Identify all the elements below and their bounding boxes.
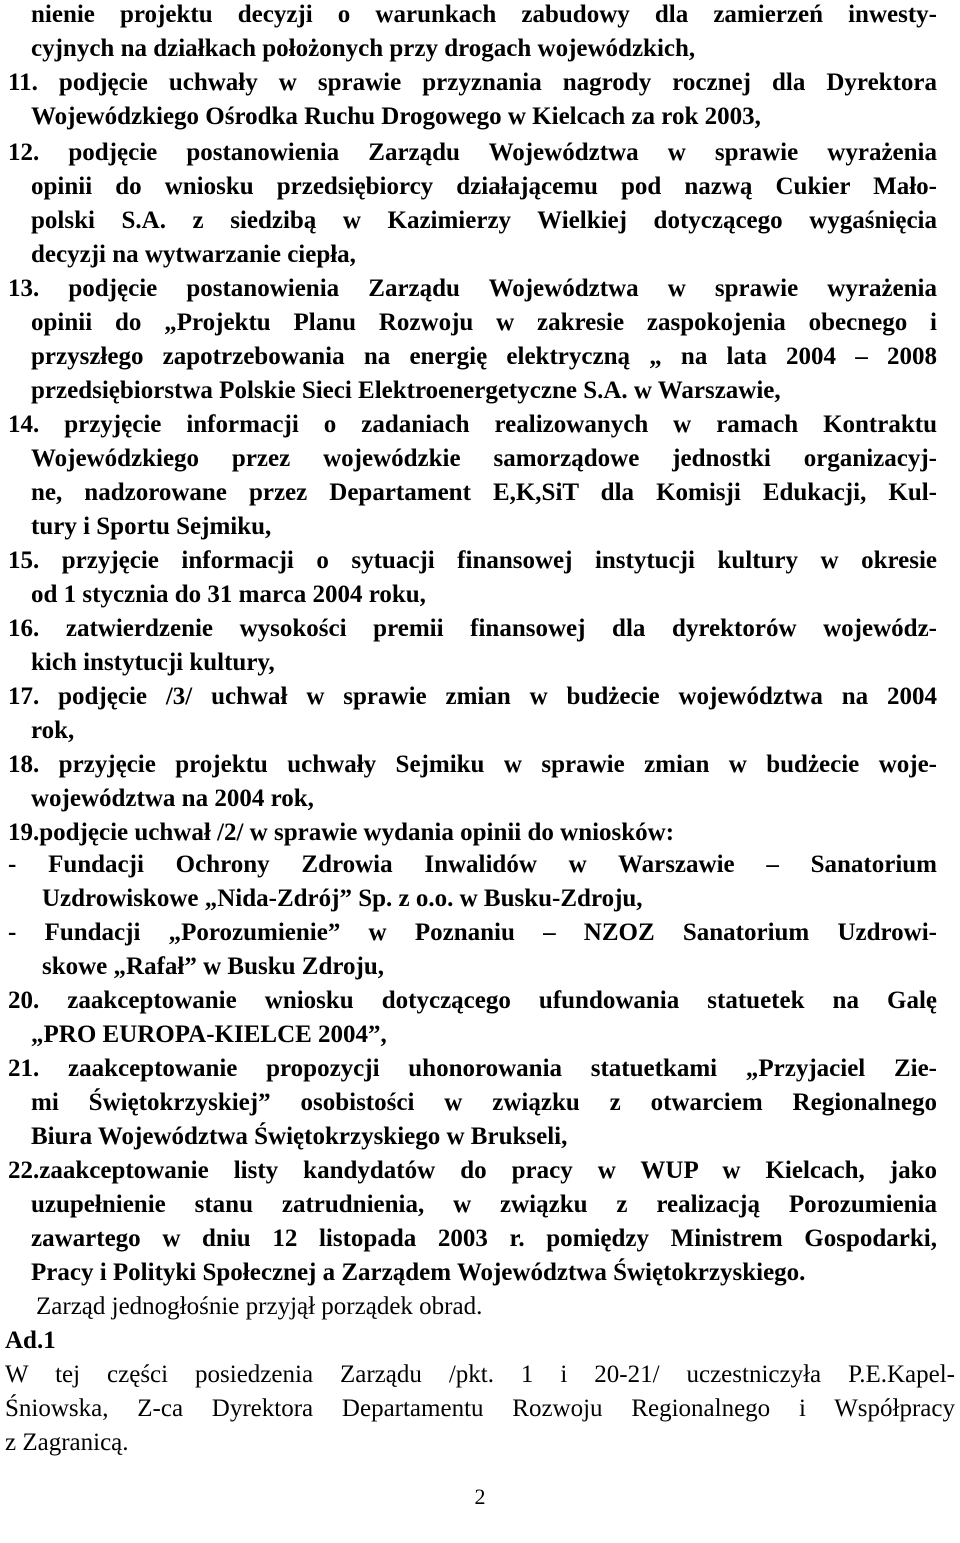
- text-line: - Fundacji „Porozumienie” w Poznaniu – NZOZ Sanatorium Uzdrowi-: [8, 919, 937, 946]
- page-number: 2: [474, 1484, 486, 1509]
- text-line: zawartego w dniu 12 listopada 2003 r. pomiędzy Ministrem Gospodarki,: [31, 1225, 937, 1252]
- text-line: 14. przyjęcie informacji o zadaniach realizowanych w ramach Kontraktu: [8, 411, 937, 438]
- text-line: 11. podjęcie uchwały w sprawie przyznania nagrody rocznej dla Dyrektora: [8, 69, 937, 96]
- text-line: cyjnych na działkach położonych przy drogach wojewódzkich,: [31, 35, 696, 62]
- text-line: Śniowska, Z-ca Dyrektora Departamentu Rozwoju Regionalnego i Współpracy: [5, 1395, 955, 1422]
- text-line: z Zagranicą.: [5, 1429, 129, 1456]
- text-line: 17. podjęcie /3/ uchwał w sprawie zmian w budżecie województwa na 2004: [8, 683, 937, 710]
- text-line: Biura Województwa Świętokrzyskiego w Brukseli,: [31, 1123, 568, 1150]
- text-line: 18. przyjęcie projektu uchwały Sejmiku w sprawie zmian w budżecie woje-: [8, 751, 937, 778]
- text-line: 15. przyjęcie informacji o sytuacji finansowej instytucji kultury w okresie: [8, 547, 937, 574]
- text-line: Zarząd jednogłośnie przyjął porządek obrad.: [36, 1293, 483, 1320]
- text-line: województwa na 2004 rok,: [31, 785, 314, 812]
- text-line: 16. zatwierdzenie wysokości premii finansowej dla dyrektorów wojewódz-: [8, 615, 937, 642]
- text-line: polski S.A. z siedzibą w Kazimierzy Wielkiej dotyczącego wygaśnięcia: [31, 207, 937, 234]
- text-line: Wojewódzkiego przez wojewódzkie samorządowe jednostki organizacyj-: [31, 445, 937, 472]
- text-line: Pracy i Polityki Społecznej a Zarządem Województwa Świętokrzyskiego.: [31, 1259, 806, 1286]
- text-line: 13. podjęcie postanowienia Zarządu Województwa w sprawie wyrażenia: [8, 275, 937, 302]
- text-line: przyszłego zapotrzebowania na energię elektryczną „ na lata 2004 – 2008: [31, 343, 937, 370]
- text-line: przedsiębiorstwa Polskie Sieci Elektroenergetyczne S.A. w Warszawie,: [31, 377, 781, 404]
- text-line: ne, nadzorowane przez Departament E,K,SiT dla Komisji Edukacji, Kul-: [31, 479, 937, 506]
- text-line: nienie projektu decyzji o warunkach zabudowy dla zamierzeń inwesty-: [31, 1, 937, 28]
- text-line: W tej części posiedzenia Zarządu /pkt. 1 i 20-21/ uczestniczyła P.E.Kapel-: [5, 1361, 955, 1388]
- text-line: od 1 stycznia do 31 marca 2004 roku,: [31, 581, 426, 608]
- text-line: mi Świętokrzyskiej” osobistości w związku z otwarciem Regionalnego: [31, 1089, 937, 1116]
- text-line: kich instytucji kultury,: [31, 649, 275, 676]
- text-line: 12. podjęcie postanowienia Zarządu Województwa w sprawie wyrażenia: [8, 139, 937, 166]
- text-line: 20. zaakceptowanie wniosku dotyczącego ufundowania statuetek na Galę: [8, 987, 937, 1014]
- text-line: opinii do wniosku przedsiębiorcy działającemu pod nazwą Cukier Mało-: [31, 173, 937, 200]
- text-line: skowe „Rafał” w Busku Zdroju,: [42, 953, 384, 980]
- text-line: Uzdrowiskowe „Nida-Zdrój” Sp. z o.o. w Busku-Zdroju,: [42, 885, 643, 912]
- text-line: opinii do „Projektu Planu Rozwoju w zakresie zaspokojenia obecnego i: [31, 309, 937, 336]
- text-line: uzupełnienie stanu zatrudnienia, w związku z realizacją Porozumienia: [31, 1191, 937, 1218]
- text-line: „PRO EUROPA-KIELCE 2004”,: [31, 1021, 387, 1048]
- text-line: Ad.1: [5, 1327, 56, 1354]
- text-line: 21. zaakceptowanie propozycji uhonorowania statuetkami „Przyjaciel Zie-: [8, 1055, 937, 1082]
- text-line: decyzji na wytwarzanie ciepła,: [31, 241, 356, 268]
- text-line: - Fundacji Ochrony Zdrowia Inwalidów w Warszawie – Sanatorium: [8, 851, 937, 878]
- text-line: 22.zaakceptowanie listy kandydatów do pracy w WUP w Kielcach, jako: [8, 1157, 937, 1184]
- text-line: Wojewódzkiego Ośrodka Ruchu Drogowego w Kielcach za rok 2003,: [31, 103, 761, 130]
- text-line: 19.podjęcie uchwał /2/ w sprawie wydania opinii do wniosków:: [8, 819, 675, 846]
- text-line: rok,: [31, 717, 75, 744]
- text-line: tury i Sportu Sejmiku,: [31, 513, 272, 540]
